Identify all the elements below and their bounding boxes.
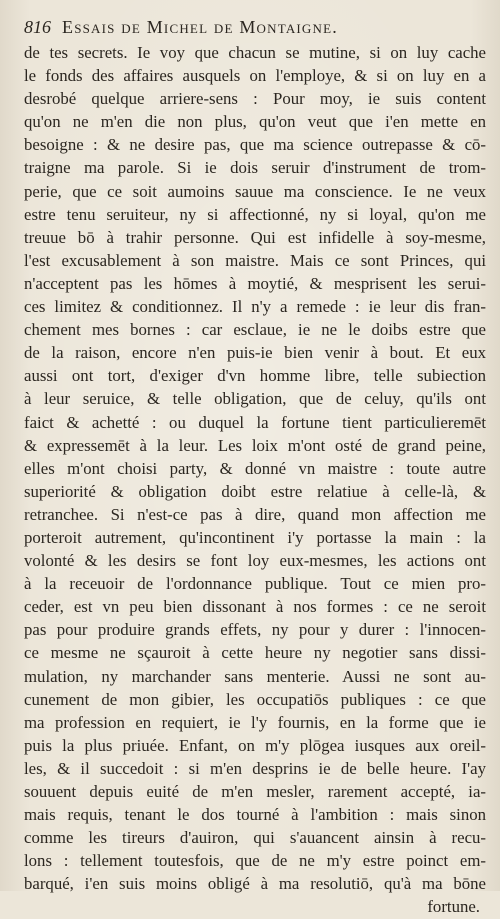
text-line: ces limitez & conditionnez. Il n'y a remede : ie leur dis fran- — [24, 297, 486, 317]
text-line: aussi ont tort, d'exiger d'vn homme libre, telle subiection — [24, 366, 486, 386]
text-line: ma profession en requiert, ie l'y fournis, en la forme que ie — [24, 712, 486, 732]
text-line: mulation, ny marchander sans menterie. Aussi ne sont au- — [24, 666, 486, 686]
text-line: l'est excusablement à son maistre. Mais ce sont Princes, qui — [24, 250, 486, 270]
running-title: Essais de Michel de Montaigne. — [62, 17, 338, 37]
text-line: le fonds des affaires ausquels on l'employe, & si on luy en a — [24, 66, 486, 86]
text-line: desrobé quelque arriere-sens : Pour moy, ie suis content — [24, 89, 486, 109]
text-line: & expressemēt à la leur. Les loix m'ont osté de grand peine, — [24, 435, 486, 455]
text-line: porteroit autrement, qu'incontinent i'y portasse la main : la — [24, 527, 486, 547]
page-header — [24, 14, 486, 40]
text-line: barqué, i'en suis moins obligé à ma resolutiō, qu'à ma bōne — [24, 874, 486, 894]
text-line: à la receuoir de l'ordonnance publique. Tout ce mien pro- — [24, 574, 486, 594]
text-line: pas pour produire grands effets, ny pour y durer : l'innocen- — [24, 620, 486, 640]
text-line: comme les tireurs d'auiron, qui s'auancent ainsin à recu- — [24, 828, 486, 848]
text-line: fortune. — [427, 897, 480, 917]
text-line: n'acceptent pas les hōmes à moytié, & mesprisent les serui- — [24, 273, 486, 293]
text-line: elles m'ont choisi party, & donné vn maistre : toute autre — [24, 458, 486, 478]
text-line: ce mesme ne sçauroit à cette heure ny negotier sans dissi- — [24, 643, 486, 663]
text-line: traigne ma parole. Si ie dois seruir d'instrument de trom- — [24, 158, 486, 178]
text-line: les, & il succedoit : si m'en desprins ie de belle heure. I'ay — [24, 758, 486, 778]
text-line: à leur seruice, & telle obligation, que de celuy, qu'ils ont — [24, 389, 486, 409]
text-line: perie, que ce soit aumoins sauue ma conscience. Ie ne veux — [24, 181, 486, 201]
text-line: volonté & les desirs se font loy eux-mesmes, les actions ont — [24, 551, 486, 571]
text-line: mais requis, tenant le dos tourné à l'ambition : mais sinon — [24, 805, 486, 825]
text-line: de tes secrets. Ie voy que chacun se mutine, si on luy cache — [24, 43, 486, 62]
text-line: besoigne : & ne desire pas, que ma science outrepasse & cō- — [24, 135, 486, 155]
text-line: cunement de mon gibier, les occupatiōs publiques : ce que — [24, 689, 486, 709]
text-line: lons : tellement toutesfois, que de ne m'y estre poinct em- — [24, 851, 486, 871]
text-line: puis la plus priuée. Enfant, on m'y plōgea iusques aux oreil- — [24, 735, 486, 755]
body-text — [24, 41, 486, 919]
page-number: 816 — [24, 17, 51, 37]
text-line: estre tenu seruiteur, ny si affectionné, ny si loyal, qu'on me — [24, 204, 486, 224]
text-line: faict & achetté : ou duquel la fortune tient particulieremēt — [24, 412, 486, 432]
text-line: souuent depuis euité de m'en mesler, rarement accepté, ia- — [24, 782, 486, 801]
text-line: de la raison, encore n'en puis-ie bien venir à bout. Et eux — [24, 343, 486, 363]
text-line: qu'on ne m'en die non plus, qu'on veut que i'en mette en — [24, 112, 486, 132]
text-line: ceder, est vn peu bien dissonant à nos formes : ce ne seroit — [24, 597, 486, 617]
text-line: superiorité & obligation doibt estre relatiue à celle-là, & — [24, 481, 486, 501]
text-line: retranchee. Si n'est-ce pas à dire, quand mon affection me — [24, 504, 486, 524]
text-line: chement mes bornes : car esclaue, ie ne le doibs estre que — [24, 320, 486, 340]
text-line: treuue bō à trahir personne. Qui est infidelle à soy-mesme, — [24, 227, 486, 247]
